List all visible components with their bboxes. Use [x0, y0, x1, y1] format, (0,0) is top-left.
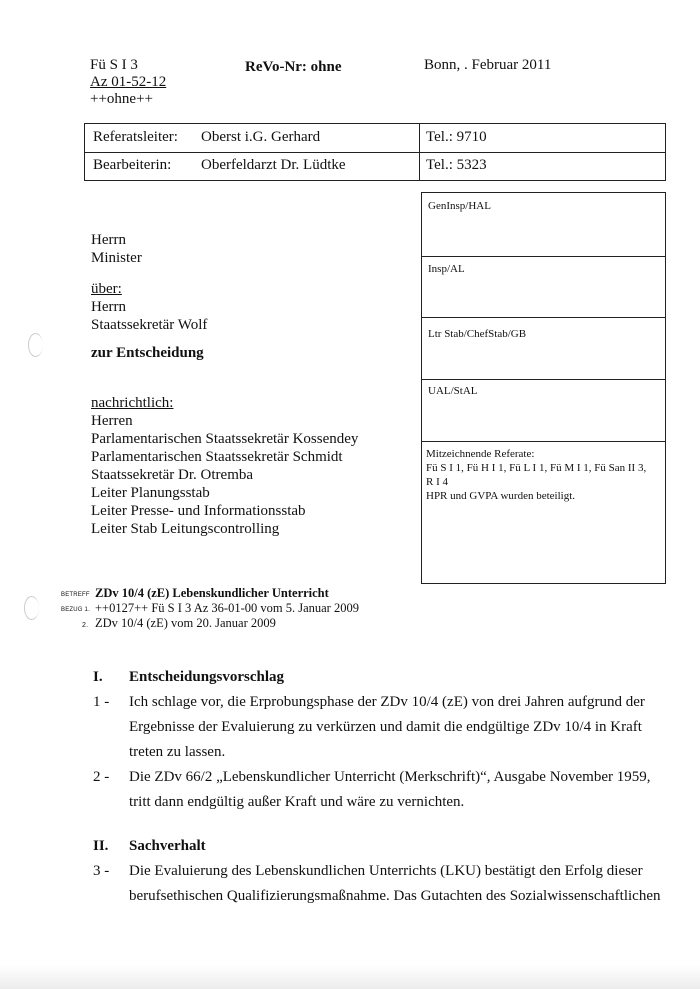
contact-row-referatsleiter: [85, 124, 665, 153]
recipient-title: Minister: [91, 250, 142, 266]
section-number: II.: [93, 838, 109, 854]
punch-hole-mark: [28, 333, 43, 357]
section-title: Sachverhalt: [129, 838, 206, 854]
via-label: über:: [91, 281, 122, 297]
cc-item: Parlamentarischen Staatssekretär Kossendey: [91, 431, 359, 447]
routing-divider: [422, 256, 665, 257]
paragraph-1: [129, 690, 645, 765]
classification: ++ohne++: [90, 91, 153, 107]
scan-edge-shadow: [0, 965, 700, 989]
cc-block: [91, 394, 358, 538]
cosigning-line: R I 4: [426, 476, 448, 488]
routing-divider: [422, 379, 665, 380]
cc-item: Herren: [91, 413, 133, 429]
routing-insp: Insp/AL: [428, 263, 465, 275]
paragraph-3: [129, 859, 661, 909]
paragraph-line: Die Evaluierung des Lebenskundlichen Unterrichts (LKU) bestätigt den Erfolg dieser: [129, 863, 643, 879]
file-reference: Az 01-52-12: [90, 74, 167, 90]
cosigning-line: HPR und GVPA wurden beteiligt.: [426, 490, 576, 502]
paragraph-number: 3 -: [93, 863, 110, 879]
recipient-block: [91, 231, 142, 267]
bearbeiterin-name: Oberfeldarzt Dr. Lüdtke: [201, 157, 346, 173]
cc-label: nachrichtlich:: [91, 395, 174, 411]
bearbeiterin-label: Bearbeiterin:: [93, 157, 172, 173]
cosigning-departments: [426, 447, 646, 503]
paragraph-line: treten zu lassen.: [129, 744, 226, 760]
paragraph-line: berufsethischen Qualifizierungsmaßnahme. Das Gutachten des Sozialwissenschaftlichen: [129, 888, 661, 904]
paragraph-number: 1 -: [93, 694, 110, 710]
via-recipient: Staatssekretär Wolf: [91, 317, 208, 333]
subject-line: ZDv 10/4 (zE) Lebenskundlicher Unterricht: [95, 586, 329, 600]
via-block: [91, 280, 207, 334]
routing-divider: [422, 317, 665, 318]
cc-item: Parlamentarischen Staatssekretär Schmidt: [91, 449, 343, 465]
place-date: Bonn, . Februar 2011: [424, 57, 552, 73]
bezug-2-number: 2.: [82, 622, 89, 629]
betreff-tag: BETREFF: [61, 592, 90, 598]
routing-geninsp: GenInsp/HAL: [428, 200, 491, 212]
purpose: zur Entscheidung: [91, 345, 204, 361]
revo-number: ReVo-Nr: ohne: [245, 59, 342, 75]
punch-hole-mark: [24, 596, 39, 620]
referatsleiter-tel: Tel.: 9710: [426, 129, 487, 145]
cc-item: Leiter Planungsstab: [91, 485, 210, 501]
bezug-tag: BEZUG 1.: [61, 607, 90, 613]
section-number: I.: [93, 669, 103, 685]
paragraph-line: tritt dann endgültig außer Kraft und wäre zu vernichten.: [129, 794, 465, 810]
cc-item: Staatssekretär Dr. Otremba: [91, 467, 254, 483]
recipient-salutation: Herrn: [91, 232, 126, 248]
paragraph-line: Die ZDv 66/2 „Lebenskundlicher Unterricht (Merkschrift)“, Ausgabe November 1959,: [129, 769, 651, 785]
cosigning-line: Fü S I 1, Fü H I 1, Fü L I 1, Fü M I 1, Fü San II 3,: [426, 462, 647, 474]
cosigning-title: Mitzeichnende Referate:: [426, 448, 535, 460]
contact-row-bearbeiterin: [85, 152, 665, 180]
paragraph-2: [129, 765, 651, 815]
section-title: Entscheidungsvorschlag: [129, 669, 285, 685]
bearbeiterin-tel: Tel.: 5323: [426, 157, 487, 173]
referatsleiter-name: Oberst i.G. Gerhard: [201, 129, 321, 145]
routing-stab: Ltr Stab/ChefStab/GB: [428, 328, 527, 340]
paragraph-number: 2 -: [93, 769, 110, 785]
paragraph-line: Ergebnisse der Evaluierung zu verkürzen und damit die endgültige ZDv 10/4 in Kraft: [129, 719, 642, 735]
routing-ual: UAL/StAL: [428, 385, 478, 397]
referatsleiter-label: Referatsleiter:: [93, 129, 178, 145]
paragraph-line: Ich schlage vor, die Erprobungsphase der ZDv 10/4 (zE) von drei Jahren aufgrund der: [129, 694, 645, 710]
reference-2: ZDv 10/4 (zE) vom 20. Januar 2009: [95, 616, 276, 630]
via-salutation: Herrn: [91, 299, 126, 315]
routing-divider: [422, 441, 665, 442]
routing-box: [421, 192, 666, 584]
reference-1: ++0127++ Fü S I 3 Az 36-01-00 vom 5. Januar 2009: [95, 601, 359, 615]
cc-item: Leiter Presse- und Informationsstab: [91, 503, 306, 519]
office-code: Fü S I 3: [90, 57, 138, 73]
cc-item: Leiter Stab Leitungscontrolling: [91, 521, 280, 537]
contact-table: [84, 123, 666, 181]
